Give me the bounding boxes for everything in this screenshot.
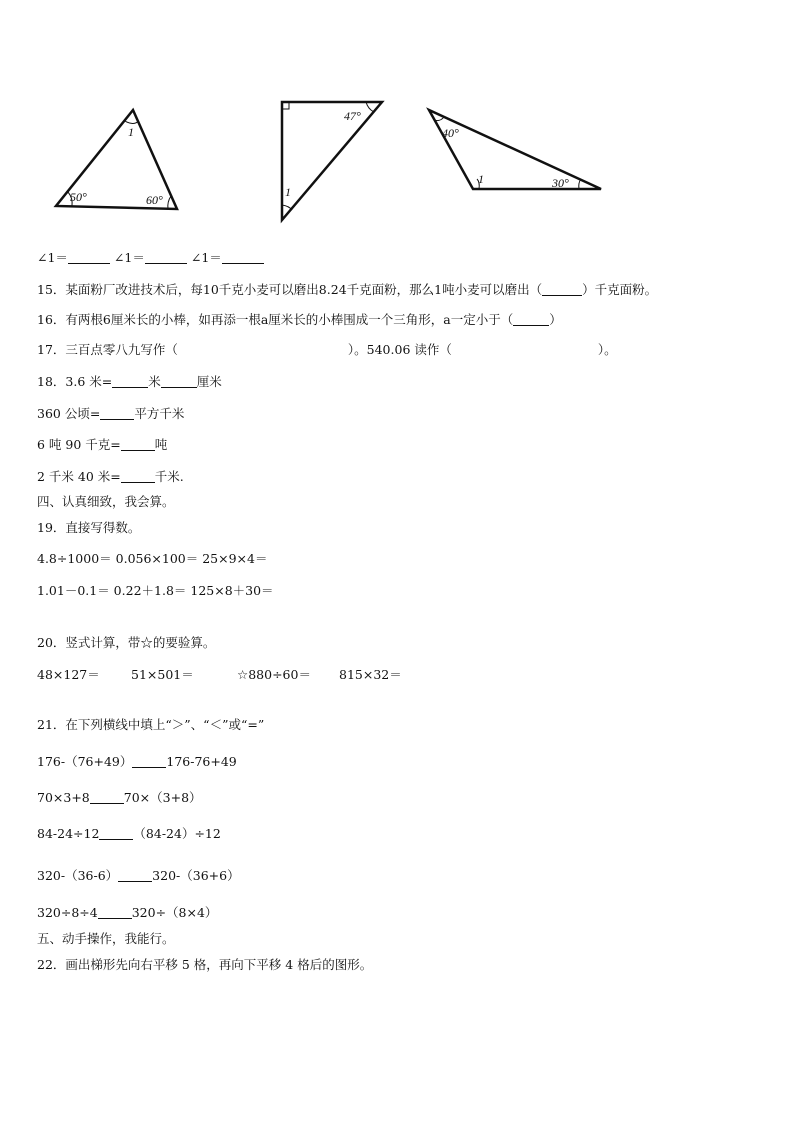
q18-l4-b: 千米. (154, 469, 184, 484)
q18-l2-a: 360 公顷= (37, 406, 101, 421)
triangle-2 (270, 95, 400, 225)
q21-row-4-blank[interactable] (118, 869, 152, 882)
triangle-3-label-bottom-right: 30° (552, 176, 569, 190)
triangle-2-shape (282, 102, 382, 220)
q18-l1-blank-1[interactable] (112, 375, 148, 388)
section-5-heading: 五、动手操作，我能行。 (37, 931, 175, 946)
q19-row-2: 1.01－0.1＝ 0.22＋1.8＝ 125×8＋30＝ (37, 583, 274, 598)
q21-row-2 (37, 790, 202, 806)
triangle-2-label-bottom: 1 (285, 185, 291, 199)
q21-row-5-blank[interactable] (98, 906, 132, 919)
q21-row-1 (37, 754, 237, 770)
triangle-1-label-left: 50° (70, 190, 87, 204)
q19-title: 19．直接写得数。 (37, 520, 141, 535)
q15-suffix: ）千克面粉。 (582, 282, 658, 297)
q20-item-4: 815×32＝ (339, 667, 402, 682)
q21-row-1-right: 176-76+49 (166, 754, 237, 769)
angle-answer-2-blank[interactable] (145, 251, 187, 264)
q20-item-2: 51×501＝ (131, 667, 194, 682)
question-18-line-2 (37, 406, 184, 422)
q22-text: 22．画出梯形先向右平移 5 格，再向下平移 4 格后的图形。 (37, 957, 373, 972)
q17-part3: ）。 (597, 342, 617, 357)
angle-answers (37, 250, 264, 266)
q20-title: 20．竖式计算，带☆的要验算。 (37, 635, 216, 650)
q21-row-3-blank[interactable] (99, 827, 133, 840)
triangle-3-label-bottom-left: 1 (478, 172, 484, 186)
q15-text: 15．某面粉厂改进技术后，每10千克小麦可以磨出8.24千克面粉，那么1吨小麦可以磨出（ (37, 282, 543, 297)
triangle-2-label-top: 47° (344, 109, 361, 123)
triangle-1-arc-right (168, 196, 171, 209)
q21-row-4 (37, 868, 240, 884)
q21-row-1-left: 176-（76+49） (37, 754, 133, 769)
q18-l3-blank[interactable] (121, 438, 155, 451)
q17-part2: ）。540.06 读作（ (347, 342, 452, 357)
triangle-1 (40, 100, 190, 220)
q21-row-5-left: 320÷8÷4 (37, 905, 98, 920)
q21-row-2-right: 70×（3+8） (123, 790, 202, 805)
q18-l4-blank[interactable] (121, 470, 155, 483)
q18-l3-a: 6 吨 90 千克= (37, 437, 121, 452)
q21-row-3 (37, 826, 221, 842)
question-17 (37, 342, 617, 358)
triangle-3-label-top: 40° (442, 126, 459, 140)
triangle-3 (420, 100, 610, 200)
triangle-1-label-right: 60° (146, 193, 163, 207)
q18-l1-c: 厘米 (196, 374, 222, 389)
q18-l3-b: 吨 (154, 437, 168, 452)
q21-row-2-left: 70×3+8 (37, 790, 90, 805)
q17-part1: 17．三百点零八九写作（ (37, 342, 178, 357)
q18-l2-blank[interactable] (100, 407, 134, 420)
question-16 (37, 312, 562, 328)
question-18-line-4 (37, 469, 184, 485)
angle-answer-3-label: ∠1＝ (190, 250, 222, 265)
q21-row-3-left: 84-24÷12 (37, 826, 100, 841)
q18-l1-b: 米 (148, 374, 161, 389)
q18-l1-a: 18．3.6 米= (37, 374, 113, 389)
angle-answer-1-label: ∠1＝ (37, 250, 68, 265)
q21-row-5 (37, 905, 217, 921)
q21-title: 21．在下列横线中填上“＞”、“＜”或“=” (37, 717, 265, 732)
angle-answer-3-blank[interactable] (222, 251, 264, 264)
q20-items (37, 667, 402, 683)
question-18-line-3 (37, 437, 167, 453)
question-15 (37, 282, 657, 298)
q16-suffix: ） (549, 312, 562, 327)
q19-row-1: 4.8÷1000＝ 0.056×100＝ 25×9×4＝ (37, 551, 268, 566)
q15-blank[interactable] (542, 283, 582, 296)
triangle-3-shape (429, 110, 601, 189)
q21-row-5-right: 320÷（8×4） (131, 905, 218, 920)
triangle-1-label-top: 1 (128, 125, 134, 139)
q21-row-4-right: 320-（36+6） (152, 868, 240, 883)
q20-item-1: 48×127＝ (37, 667, 100, 682)
question-18-line-1 (37, 374, 222, 390)
angle-answer-2-label: ∠1＝ (113, 250, 145, 265)
q20-item-3: ☆880÷60＝ (237, 667, 311, 682)
q21-row-2-blank[interactable] (90, 791, 124, 804)
q18-l1-blank-2[interactable] (161, 375, 197, 388)
q16-blank[interactable] (513, 313, 549, 326)
angle-answer-1-blank[interactable] (68, 251, 110, 264)
q21-row-4-left: 320-（36-6） (37, 868, 119, 883)
q18-l4-a: 2 千米 40 米= (37, 469, 121, 484)
q21-row-3-right: （84-24）÷12 (133, 826, 221, 841)
section-4-heading: 四、认真细致，我会算。 (37, 494, 175, 509)
q21-row-1-blank[interactable] (132, 755, 166, 768)
q16-text: 16．有两根6厘米长的小棒，如再添一根a厘米长的小棒围成一个三角形，a一定小于（ (37, 312, 514, 327)
triangle-2-arc-top (366, 102, 374, 112)
q18-l2-b: 平方千米 (134, 406, 185, 421)
